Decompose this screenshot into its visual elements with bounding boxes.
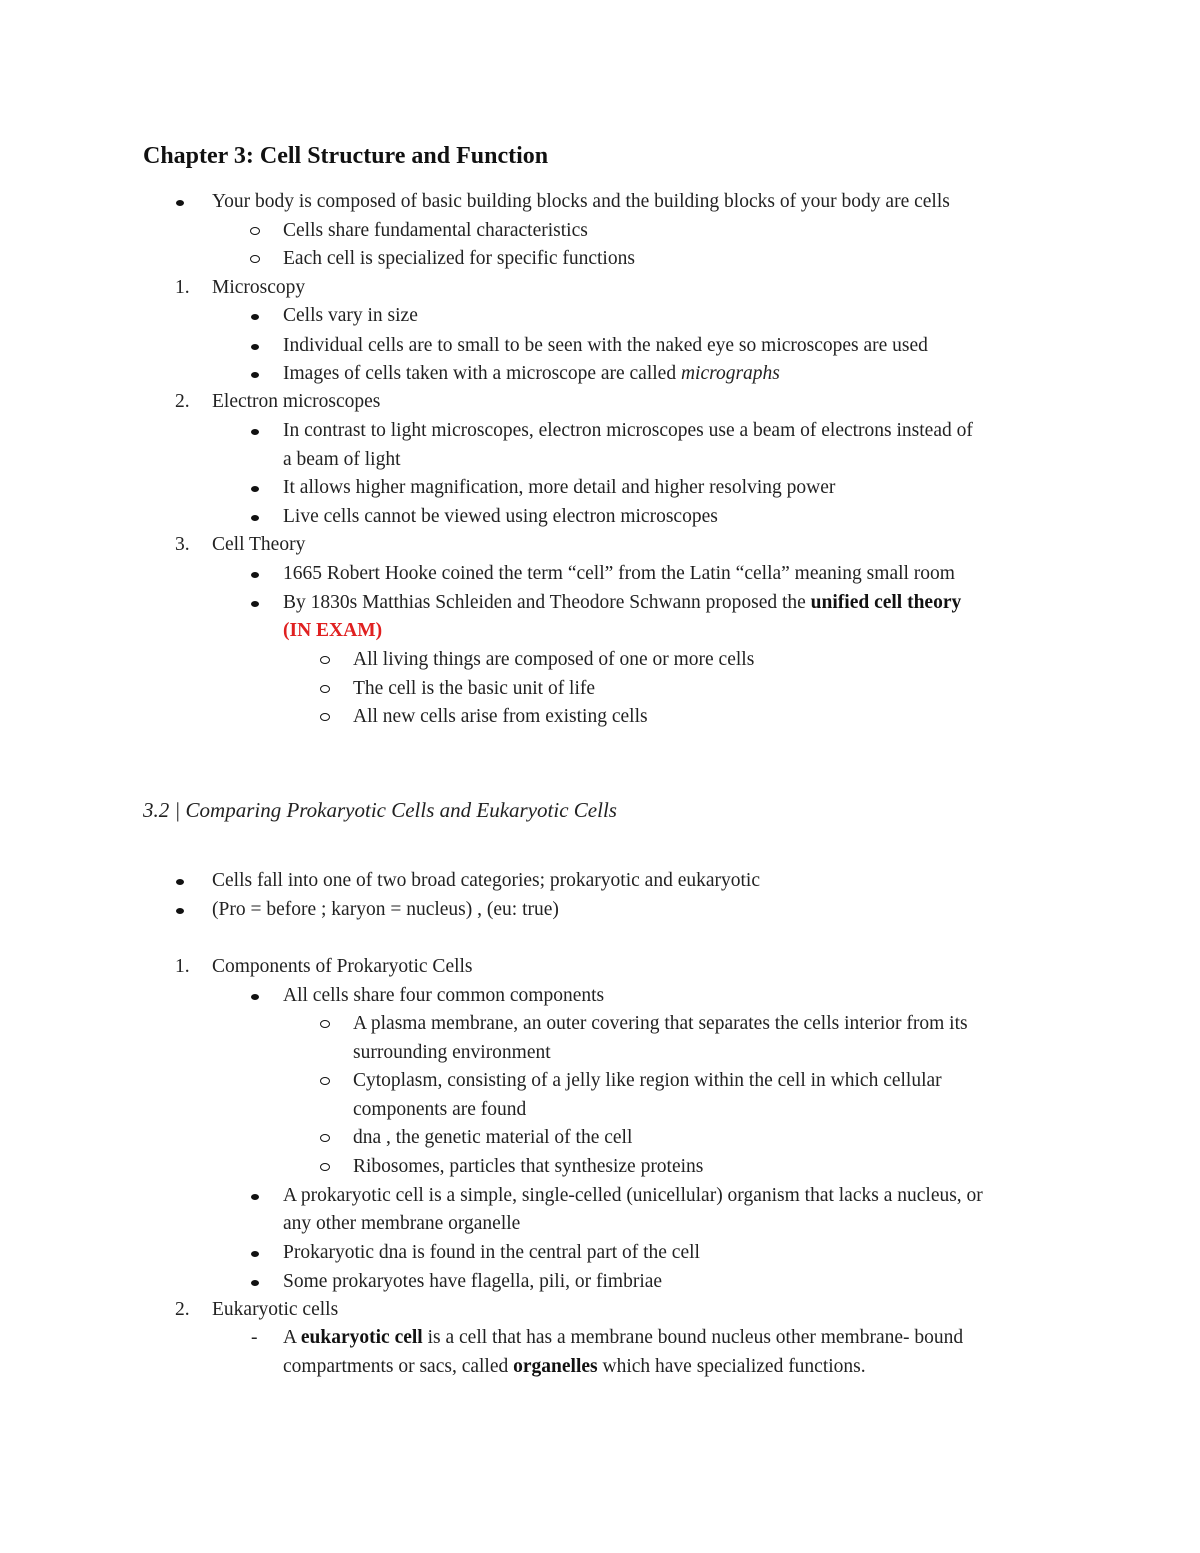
bullet-disc-icon bbox=[176, 908, 184, 914]
list-number: 3. bbox=[175, 534, 190, 555]
component-4: Ribosomes, particles that synthesize proteins bbox=[353, 1156, 704, 1177]
bullet-disc-icon bbox=[176, 879, 184, 885]
intro-sub-1: Cells share fundamental characteristics bbox=[283, 220, 588, 241]
microscopy-item-1: Cells vary in size bbox=[283, 305, 418, 326]
bullet-disc-icon bbox=[251, 1194, 259, 1200]
bullet-circle-icon bbox=[320, 1077, 330, 1085]
bullet-circle-icon bbox=[250, 255, 260, 263]
section-32-title: 3.2 | Comparing Prokaryotic Cells and Eukaryotic Cells bbox=[143, 798, 617, 822]
bullet-disc-icon bbox=[251, 486, 259, 492]
component-2-line-1: Cytoplasm, consisting of a jelly like region within the cell in which cellular bbox=[353, 1070, 942, 1091]
bullet-disc-icon bbox=[251, 994, 259, 1000]
bullet-circle-icon bbox=[320, 713, 330, 721]
section-microscopy: Microscopy bbox=[212, 277, 306, 298]
cell-theory-sub-1: All living things are composed of one or more cells bbox=[353, 649, 755, 670]
eukaryotic-lead: A bbox=[283, 1327, 301, 1348]
micrographs-term: micrographs bbox=[680, 363, 780, 384]
section-32-bullet-1: Cells fall into one of two broad categories; prokaryotic and eukaryotic bbox=[212, 870, 760, 891]
bullet-disc-icon bbox=[251, 1251, 259, 1257]
prokaryotic-bullet-2-line-2: any other membrane organelle bbox=[283, 1213, 521, 1234]
component-2-line-2: components are found bbox=[353, 1099, 527, 1120]
organelles-definition: which have specialized functions. bbox=[597, 1356, 866, 1377]
intro-sub-2: Each cell is specialized for specific functions bbox=[283, 248, 635, 269]
bullet-circle-icon bbox=[320, 1163, 330, 1171]
component-1-line-1: A plasma membrane, an outer covering that separates the cells interior from its bbox=[353, 1013, 968, 1034]
bullet-circle-icon bbox=[320, 656, 330, 664]
section-cell-theory: Cell Theory bbox=[212, 534, 306, 555]
organelles-lead: compartments or sacs, called bbox=[283, 1356, 514, 1377]
bullet-circle-icon bbox=[250, 227, 260, 235]
electron-item-3: Live cells cannot be viewed using electron microscopes bbox=[283, 506, 718, 527]
component-1-line-2: surrounding environment bbox=[353, 1042, 551, 1063]
bullet-disc-icon bbox=[251, 314, 259, 320]
electron-item-1-line-1: In contrast to light microscopes, electron microscopes use a beam of electrons instead of bbox=[283, 420, 973, 441]
cell-theory-item-1: 1665 Robert Hooke coined the term “cell” from the Latin “cella” meaning small room bbox=[283, 563, 955, 584]
section-32-bullet-2: (Pro = before ; karyon = nucleus) , (eu: true) bbox=[212, 899, 559, 920]
unified-cell-theory-term: unified cell theory bbox=[810, 592, 962, 613]
bullet-circle-icon bbox=[320, 685, 330, 693]
section-prokaryotic-components: Components of Prokaryotic Cells bbox=[212, 956, 473, 977]
list-number: 2. bbox=[175, 1299, 190, 1320]
eukaryotic-line-1 bbox=[283, 1324, 963, 1352]
section-eukaryotic-cells: Eukaryotic cells bbox=[212, 1299, 339, 1320]
organelles-term: organelles bbox=[513, 1356, 598, 1377]
cell-theory-sub-3: All new cells arise from existing cells bbox=[353, 706, 648, 727]
chapter-title: Chapter 3: Cell Structure and Function bbox=[143, 143, 549, 169]
bullet-disc-icon bbox=[251, 1280, 259, 1286]
micrographs-lead: Images of cells taken with a microscope are called bbox=[283, 363, 681, 384]
prokaryotic-bullet-4: Some prokaryotes have flagella, pili, or fimbriae bbox=[283, 1271, 663, 1292]
list-number: 2. bbox=[175, 391, 190, 412]
prokaryotic-bullet-3: Prokaryotic dna is found in the central part of the cell bbox=[283, 1242, 700, 1263]
bullet-disc-icon bbox=[251, 344, 259, 350]
bullet-disc-icon bbox=[251, 572, 259, 578]
dash-bullet-icon: - bbox=[251, 1327, 258, 1348]
cell-theory-sub-2: The cell is the basic unit of life bbox=[353, 678, 596, 699]
in-exam-label: (IN EXAM) bbox=[283, 620, 383, 641]
bullet-circle-icon bbox=[320, 1134, 330, 1142]
electron-item-1-line-2: a beam of light bbox=[283, 449, 401, 470]
intro-text: Your body is composed of basic building blocks and the building blocks of your body are cells bbox=[212, 191, 950, 212]
component-3: dna , the genetic material of the cell bbox=[353, 1127, 633, 1148]
prokaryotic-bullet-2-line-1: A prokaryotic cell is a simple, single-celled (unicellular) organism that lacks a nucleus, or bbox=[283, 1185, 983, 1206]
bullet-disc-icon bbox=[251, 601, 259, 607]
eukaryotic-definition: is a cell that has a membrane bound nucleus other membrane- bound bbox=[422, 1327, 964, 1348]
cell-theory-item-2 bbox=[283, 589, 961, 617]
prokaryotic-bullet-1: All cells share four common components bbox=[283, 985, 605, 1006]
eukaryotic-cell-term: eukaryotic cell bbox=[300, 1327, 423, 1348]
electron-item-2: It allows higher magnification, more detail and higher resolving power bbox=[283, 477, 836, 498]
microscopy-item-2: Individual cells are to small to be seen with the naked eye so microscopes are used bbox=[283, 335, 928, 356]
section-electron-microscopes: Electron microscopes bbox=[212, 391, 381, 412]
bullet-disc-icon bbox=[176, 200, 184, 206]
list-number: 1. bbox=[175, 956, 190, 977]
eukaryotic-line-2 bbox=[283, 1353, 866, 1381]
cell-theory-lead: By 1830s Matthias Schleiden and Theodore Schwann proposed the bbox=[283, 592, 811, 613]
bullet-disc-icon bbox=[251, 372, 259, 378]
bullet-disc-icon bbox=[251, 429, 259, 435]
bullet-circle-icon bbox=[320, 1020, 330, 1028]
microscopy-item-3 bbox=[283, 360, 780, 388]
bullet-disc-icon bbox=[251, 515, 259, 521]
list-number: 1. bbox=[175, 277, 190, 298]
